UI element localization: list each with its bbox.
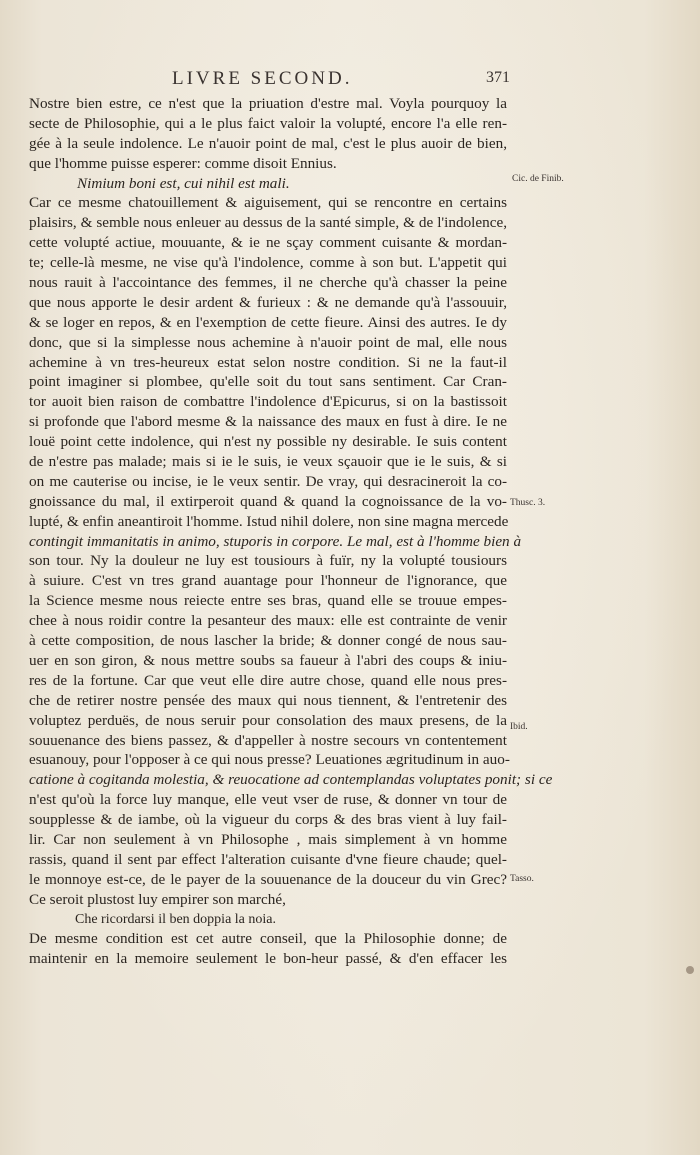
text-line: lir. Car non seulement à vn Philosophe , mais simplement à vn homme	[29, 830, 507, 848]
text-line: soupplesse & de iambe, où la vigueur du corps & des bras vient à luy fail-	[29, 811, 507, 829]
text-line: voluptez perduës, de nous seruir pour consolation des maux presens, de la	[29, 711, 507, 729]
text-line: nous rauit à l'accointance des femmes, il ne cherche qu'à chasser la peine	[29, 274, 507, 292]
text-line: maintenir en la memoire seulement le bon-heur passé, & d'en effacer les	[29, 950, 507, 968]
text-line: point imaginer si plombee, qu'elle soit du tout sans sentiment. Car Cran-	[29, 373, 507, 391]
margin-note-thusc: Thusc. 3.	[510, 498, 546, 508]
text-line: te; celle-là mesme, ne vise qu'à l'indolence, comme à son but. L'appetit qui	[29, 254, 507, 272]
text-line: que nous apporte le desir ardent & furieux : & ne demande qu'à l'assouuir,	[29, 293, 507, 311]
text-line: plaisirs, & semble nous enleuer au dessus de la santé simple, & de l'indolence,	[29, 214, 507, 232]
text-line: & se loger en repos, & en l'exemption de cette fieure. Ainsi des autres. Ie dy	[29, 313, 507, 331]
text-line: catione à cogitanda molestia, & reuocatione ad contemplandas voluptates ponit; si ce	[29, 771, 553, 789]
text-line: son tour. Ny la douleur ne luy est tousiours à fuïr, ny la volupté tousiours	[29, 552, 507, 570]
text-line: De mesme condition est cet autre conseil, que la Philosophie donne; de	[29, 930, 507, 948]
text-line: rassis, quand il sent par effect l'alteration cuisante d'vne fieure chaude; quel-	[29, 850, 507, 868]
text-line: le monnoye est-ce, de le payer de la souuenance de la douceur du vin Grec?	[29, 870, 507, 888]
margin-note-tasso: Tasso.	[510, 874, 534, 884]
margin-note-cicero: Cic. de Finib.	[512, 174, 564, 184]
page-number: 371	[486, 69, 510, 86]
text-line: Nostre bien estre, ce n'est que la priuation d'estre mal. Voyla pourquoy la	[29, 95, 507, 112]
text-line: si profonde que l'abord mesme & la naissance des maux en fust à dire. Ie ne	[29, 413, 507, 431]
text-line: chee à nous roidir contre la pesanteur des maux: elle est contrainte de venir	[29, 612, 507, 630]
text-line: contingit immanitatis in animo, stuporis in corpore. Le mal, est à l'homme bien à	[29, 532, 522, 550]
text-line: gée à la seule indolence. Le n'auoir point de mal, c'est le plus auoir de bien,	[29, 134, 507, 152]
text-line: la Science mesme nous reiecte entre ses bras, quand elle se trouue empes-	[29, 592, 507, 610]
page-header	[0, 68, 700, 92]
text-line: cette volupté actiue, mouuante, & ie ne sçay comment cuisante & mordan-	[29, 234, 507, 252]
running-head: LIVRE SECOND.	[172, 68, 353, 89]
text-line: gnoissance du mal, il extirperoit quand & quand la cognoissance de la vo-	[29, 492, 507, 510]
paper-stain	[686, 966, 694, 974]
text-line: à cette composition, de nous lascher la bride; & donner congé de nous sau-	[29, 632, 507, 650]
text-line: esuanouy, pour l'opposer à ce qui nous presse? Leuationes ægritudinum in auo-	[29, 751, 510, 769]
text-line: à suiure. C'est vn tres grand auantage pour l'honneur de l'ignorance, que	[29, 572, 507, 590]
text-line: Car ce mesme chatouillement & aiguisement, qui se rencontre en certains	[29, 194, 507, 212]
text-line: res de la fortune. Car que veut elle dire autre chose, quand elle nous pres-	[29, 671, 507, 689]
margin-note-ibid: Ibid.	[510, 722, 528, 732]
text-line: donc, que si la simplesse nous achemine à n'auoir point de mal, elle nous	[29, 333, 507, 351]
latin-quote: Nimium boni est, cui nihil est mali.	[77, 174, 290, 192]
text-line: che de retirer nostre pensée des maux qui nous tiennent, & l'entretenir des	[29, 691, 507, 709]
text-line: lupté, & enfin aneantiroit l'homme. Istud nihil dolere, non sine magna mercede	[29, 512, 509, 530]
text-line: louë point cette indolence, qui n'est ny possible ny desirable. Ie suis content	[29, 433, 507, 451]
text-line: achemine à vn tres-heureux estat selon nostre condition. Si ne la faut-il	[29, 353, 507, 371]
text-line: tor auoit bien raison de combattre l'indolence d'Epicurus, si on la bastissoit	[29, 393, 507, 411]
text-line: on me cauterise ou incise, ie le veux sentir. De vray, qui desracineroit la co-	[29, 472, 507, 490]
italian-verse: Che ricordarsi il ben doppia la noia.	[75, 911, 276, 927]
text-line: que l'homme puisse esperer: comme disoit Ennius.	[29, 154, 337, 172]
text-line: n'est qu'où la force luy manque, elle veut vser de ruse, & donner vn tour de	[29, 791, 507, 809]
text-line: souuenance des biens passez, & d'appeller à nostre secours vn contentement	[29, 731, 507, 749]
text-line: de n'estre pas malade; mais si ie le suis, ie veux sçauoir que ie le suis, & si	[29, 453, 507, 471]
text-line: uer en son giron, & nous mettre soubs sa faueur à l'abri des coups & iniu-	[29, 651, 507, 669]
text-line: secte de Philosophie, qui a le plus faict valoir la volupté, encore l'a elle ren-	[29, 114, 507, 132]
text-line: Ce seroit plustost luy empirer son marché,	[29, 890, 286, 908]
